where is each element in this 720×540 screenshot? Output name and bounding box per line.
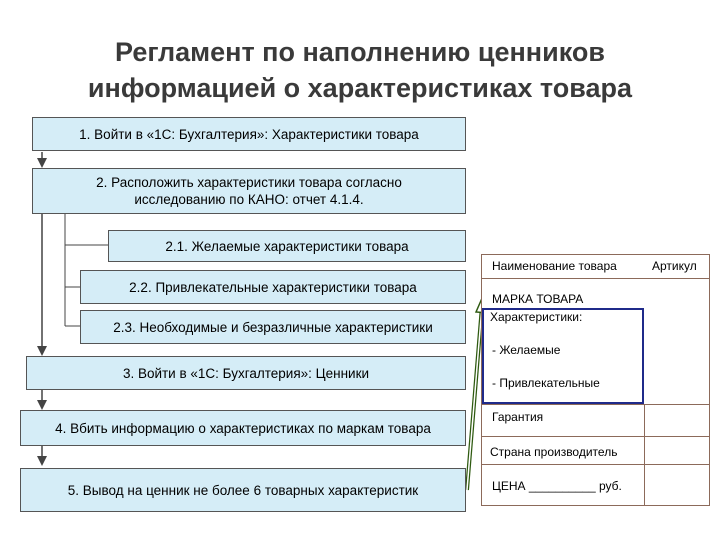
step-3-label: 3. Войти в «1С: Бухгалтерия»: Ценники (122, 365, 370, 381)
step-2-label-line-1: 2. Расположить характеристики товара согласно (96, 175, 402, 190)
price-tag-header-divider (481, 278, 710, 279)
price-tag-name-label: Наименование товара (492, 259, 617, 273)
step-5-label: 5. Вывод на ценник не более 6 товарных характеристик (67, 482, 419, 498)
price-tag-vertical-divider (644, 404, 645, 506)
step-4-box (20, 410, 466, 446)
step-2-3-box (80, 310, 466, 344)
price-tag-warranty: Гарантия (492, 410, 544, 424)
step-2-2-box (80, 270, 466, 304)
price-tag-country: Страна производитель (490, 445, 618, 459)
price-tag-divider-country (481, 436, 710, 437)
price-tag-characteristics: Характеристики: (490, 310, 583, 324)
page-title-line-2: информацией о характеристиках товара (87, 73, 633, 103)
price-tag-article-label: Артикул (652, 259, 697, 273)
step-2-1-label: 2.1. Желаемые характеристики товара (165, 238, 409, 254)
step-2-label-line-2: исследованию по КАНО: отчет 4.1.4. (134, 192, 364, 207)
price-tag-divider-price (481, 464, 710, 465)
step-2-3-label: 2.3. Необходимые и безразличные характеристики (113, 319, 433, 335)
price-tag-attractive: - Привлекательные (492, 376, 600, 390)
step-2-2-label: 2.2. Привлекательные характеристики товара (129, 279, 417, 295)
price-tag-price: ЦЕНА __________ руб. (492, 479, 622, 493)
step-2-box (32, 168, 466, 214)
step-4-label: 4. Вбить информацию о характеристиках по маркам товара (55, 420, 431, 436)
step-3-box (26, 356, 466, 390)
step-5-box (20, 468, 466, 512)
step-2-1-box (108, 230, 466, 262)
price-tag-brand: МАРКА ТОВАРА (492, 292, 584, 306)
step-1-label: 1. Войти в «1С: Бухгалтерия»: Характеристики товара (79, 126, 419, 142)
price-tag-desired: - Желаемые (492, 343, 561, 357)
price-tag-divider-warranty (481, 404, 710, 405)
page-title-line-1: Регламент по наполнению ценников (115, 37, 605, 67)
step-1-box (32, 117, 466, 151)
